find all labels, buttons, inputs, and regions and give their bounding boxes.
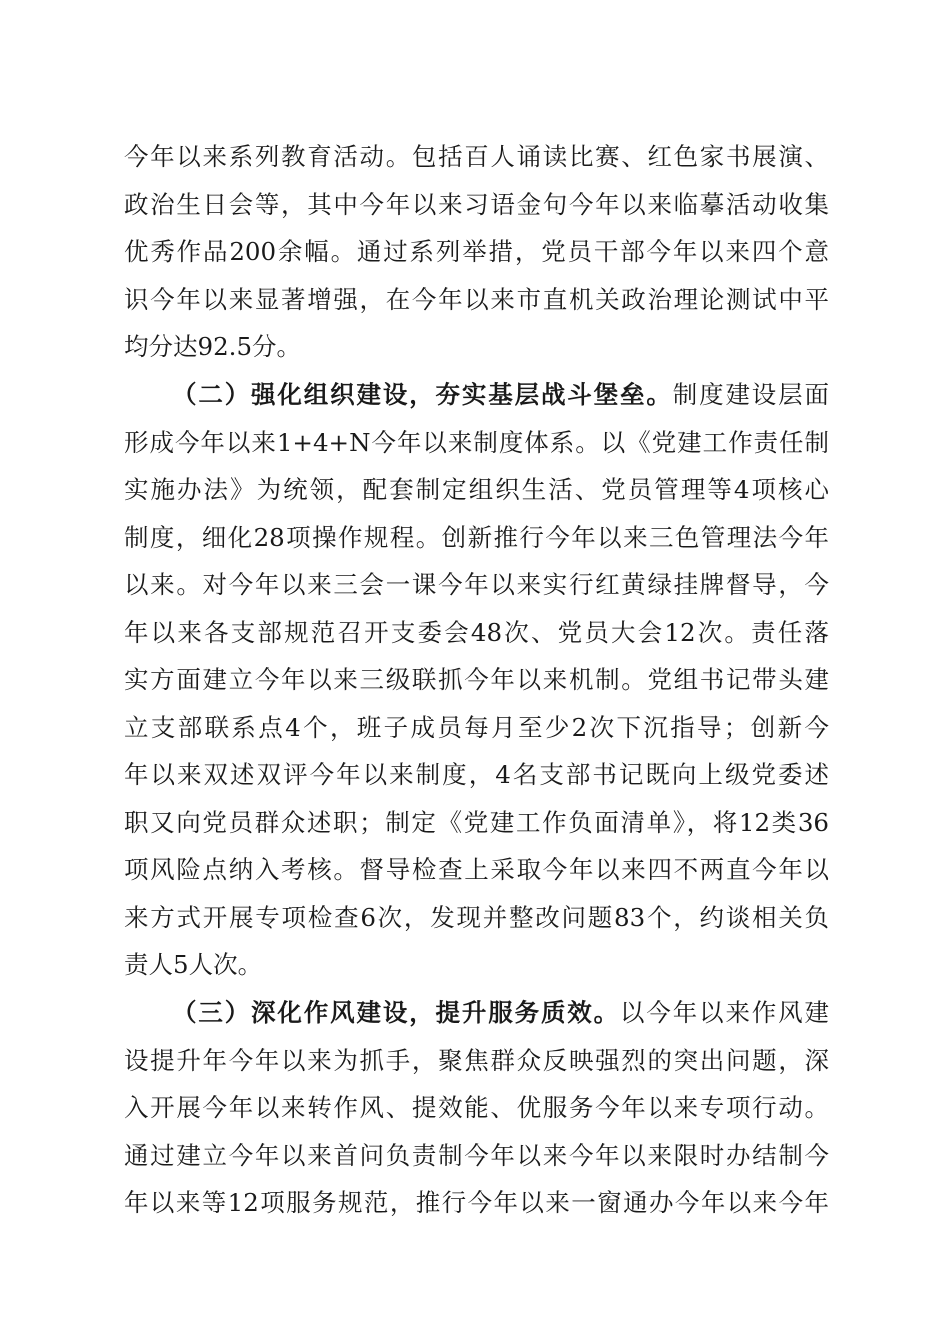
text-line: 政治生日会等，其中今年以来习语金句今年以来临摹活动收集 bbox=[124, 190, 829, 219]
text-line: 以来。对今年以来三会一课今年以来实行红黄绿挂牌督导，今 bbox=[124, 570, 829, 599]
text-segment: 制度建设层面 bbox=[672, 380, 830, 409]
paragraph-first-line bbox=[172, 995, 829, 1031]
text-line: 年以来各支部规范召开支委会48次、党员大会12次。责任落 bbox=[124, 618, 829, 647]
text-line: 优秀作品200余幅。通过系列举措，党员干部今年以来四个意 bbox=[124, 237, 829, 266]
text-line: 责人5人次。 bbox=[124, 950, 263, 979]
section-heading: （三）深化作风建设，提升服务质效。 bbox=[172, 998, 621, 1027]
text-segment: 以今年以来作风建 bbox=[620, 998, 830, 1027]
text-line: 来方式开展专项检查6次，发现并整改问题83个，约谈相关负 bbox=[124, 903, 829, 932]
text-line: 制度，细化28项操作规程。创新推行今年以来三色管理法今年 bbox=[124, 523, 829, 552]
section-heading: （二）强化组织建设，夯实基层战斗堡垒。 bbox=[172, 380, 673, 409]
text-line: 通过建立今年以来首问负责制今年以来今年以来限时办结制今 bbox=[124, 1141, 829, 1170]
text-line: 职又向党员群众述职；制定《党建工作负面清单》，将12类36 bbox=[124, 808, 829, 837]
text-line: 立支部联系点4个，班子成员每月至少2次下沉指导；创新今 bbox=[124, 713, 829, 742]
text-line: 今年以来系列教育活动。包括百人诵读比赛、红色家书展演、 bbox=[124, 142, 829, 171]
text-line: 形成今年以来1+4+N今年以来制度体系。以《党建工作责任制 bbox=[124, 428, 829, 457]
text-line: 年以来等12项服务规范，推行今年以来一窗通办今年以来今年 bbox=[124, 1188, 829, 1217]
text-line: 入开展今年以来转作风、提效能、优服务今年以来专项行动。 bbox=[124, 1093, 829, 1122]
text-line: 识今年以来显著增强，在今年以来市直机关政治理论测试中平 bbox=[124, 285, 829, 314]
text-line: 项风险点纳入考核。督导检查上采取今年以来四不两直今年以 bbox=[124, 855, 829, 884]
text-line: 实方面建立今年以来三级联抓今年以来机制。党组书记带头建 bbox=[124, 665, 829, 694]
text-line: 年以来双述双评今年以来制度，4名支部书记既向上级党委述 bbox=[124, 760, 829, 789]
paragraph-first-line bbox=[172, 377, 829, 413]
text-line: 设提升年今年以来为抓手，聚焦群众反映强烈的突出问题，深 bbox=[124, 1046, 829, 1075]
text-line: 实施办法》为统领，配套制定组织生活、党员管理等4项核心 bbox=[124, 475, 829, 504]
text-line: 均分达92.5分。 bbox=[124, 332, 302, 361]
